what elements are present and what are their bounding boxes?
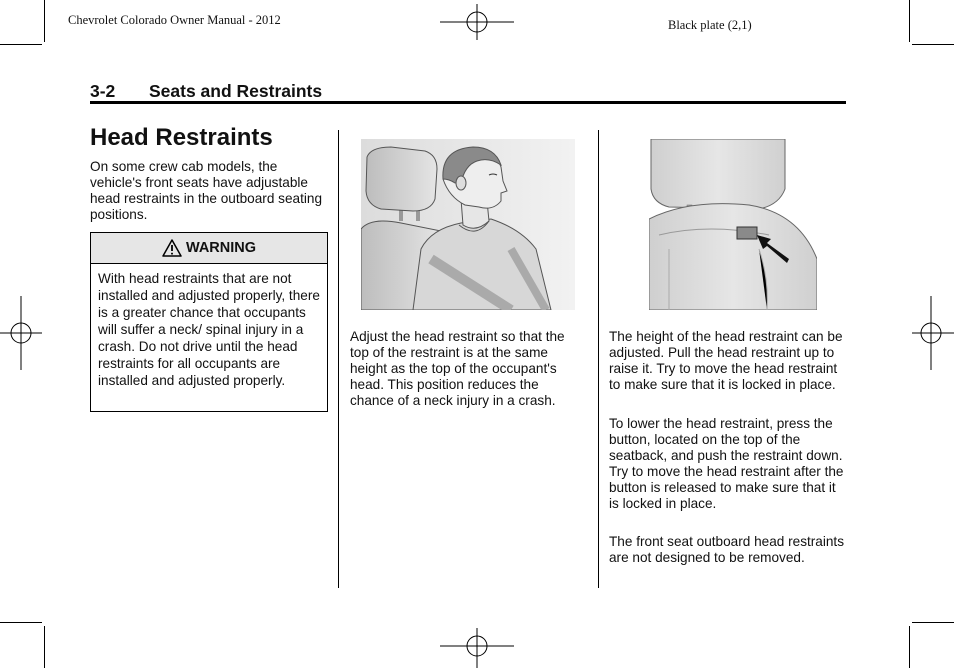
head-restraint-position-illustration bbox=[361, 139, 575, 310]
registration-mark-icon bbox=[0, 296, 42, 370]
page-title: Head Restraints bbox=[90, 124, 273, 151]
lower-restraint-paragraph: To lower the head restraint, press the button, located on the top of the seatback, and push the restraint down. Try to move the head restraint after the button is released to make sure that it is locked in place. bbox=[609, 416, 844, 512]
warning-header bbox=[91, 233, 327, 264]
column-divider bbox=[598, 130, 599, 588]
release-button-illustration bbox=[649, 139, 817, 310]
section-number: 3-2 bbox=[90, 81, 116, 101]
running-header-right: Black plate (2,1) bbox=[668, 18, 752, 32]
section-title: Seats and Restraints bbox=[149, 81, 323, 101]
intro-paragraph: On some crew cab models, the vehicle's front seats have adjustable head restraints in the outboard seating positions. bbox=[90, 159, 323, 223]
section-rule bbox=[90, 101, 846, 104]
registration-mark-icon bbox=[440, 4, 514, 40]
adjust-height-paragraph: The height of the head restraint can be adjusted. Pull the head restraint up to raise it. Try to move the head restraint to make sure that it is locked in place. bbox=[609, 329, 843, 393]
warning-triangle-icon bbox=[162, 239, 182, 257]
warning-text: With head restraints that are not installed and adjusted properly, there is a greater chance that occupants will suffer a neck/ spinal injury in a crash. Do not drive until the head restraints for all occupants are installed and adjusted properly. bbox=[98, 271, 320, 388]
running-header-left: Chevrolet Colorado Owner Manual - 2012 bbox=[68, 13, 281, 27]
warning-box bbox=[90, 232, 328, 412]
registration-mark-icon bbox=[440, 628, 514, 668]
adjust-paragraph: Adjust the head restraint so that the top of the restraint is at the same height as the top of the occupant's head. This position reduces the chance of a neck injury in a crash. bbox=[350, 329, 565, 409]
not-removable-paragraph: The front seat outboard head restraints are not designed to be removed. bbox=[609, 534, 845, 566]
column-divider bbox=[338, 130, 339, 588]
warning-label: WARNING bbox=[185, 240, 257, 256]
registration-mark-icon bbox=[912, 296, 954, 370]
